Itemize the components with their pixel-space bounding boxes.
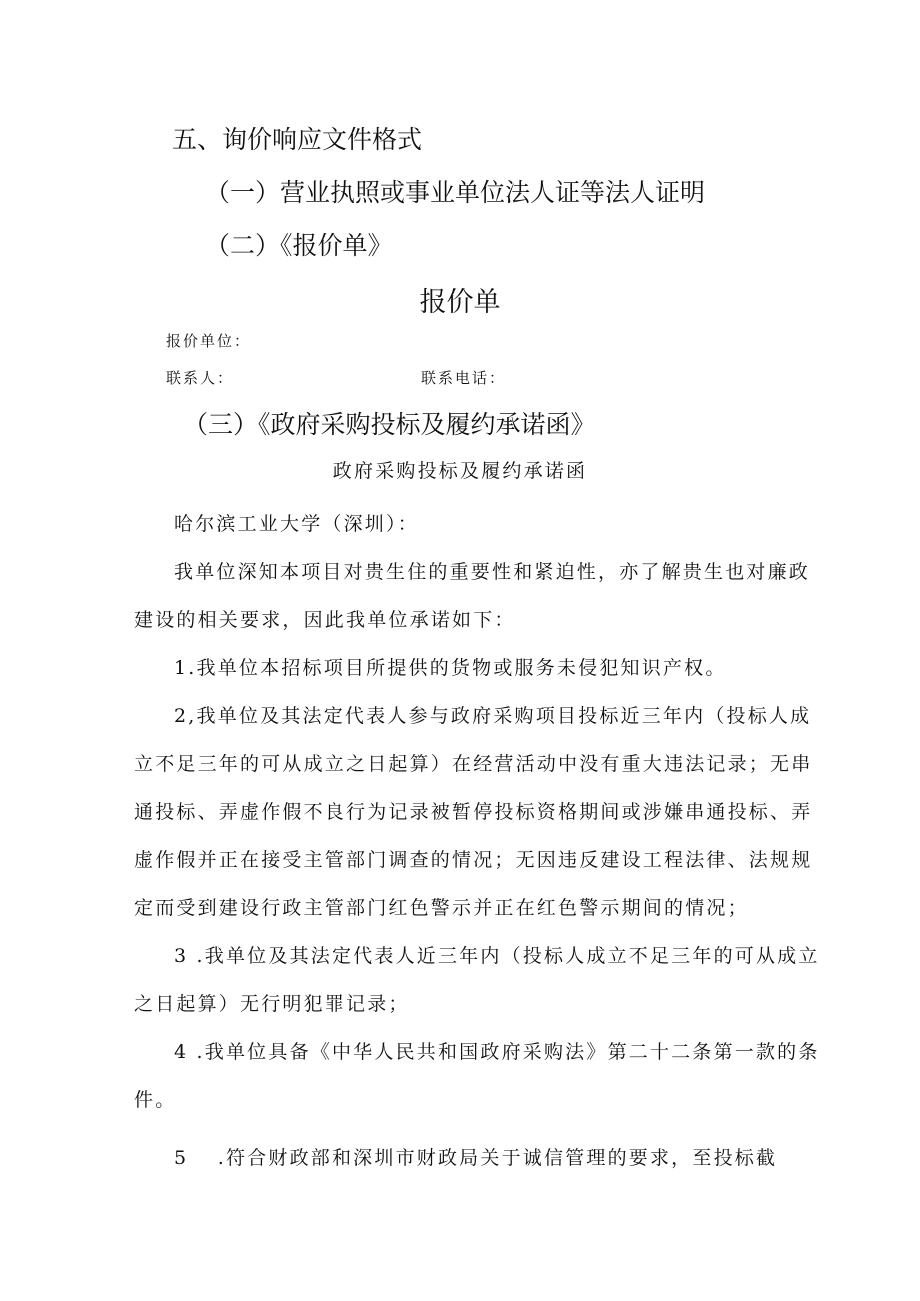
paragraph-2-line-3: 通投标、弄虚作假不良行为记录被暂停投标资格期间或涉嫌串通投标、弄 [134, 801, 813, 823]
letter-title: 政府采购投标及履约承诺函 [332, 460, 588, 482]
letter-salutation: 哈尔滨工业大学（深圳）： [174, 513, 419, 535]
paragraph-5-line-1: 5 .符合财政部和深圳市财政局关于诚信管理的要求，至投标截 [174, 1147, 778, 1169]
letter-intro-line-1: 我单位深知本项目对贵生住的重要性和紧迫性，亦了解贵生也对廉政 [174, 561, 811, 583]
item-1-heading: （一）营业执照或事业单位法人证等法人证明 [205, 178, 706, 207]
paragraph-4-line-2: 件。 [134, 1089, 177, 1111]
paragraph-4-line-1: 4 .我单位具备《中华人民共和国政府采购法》第二十二条第一款的条 [174, 1041, 820, 1063]
quote-form-title: 报价单 [419, 287, 501, 318]
paragraph-3-line-1: 3 .我单位及其法定代表人近三年内（投标人成立不足三年的可从成立 [174, 945, 820, 967]
paragraph-2-line-4: 虚作假并正在接受主管部门调查的情况；无因违反建设工程法律、法规规 [134, 849, 813, 871]
letter-intro-line-2: 建设的相关要求，因此我单位承诺如下： [134, 609, 516, 631]
item-2-heading: （二）《报价单》 [205, 231, 393, 260]
paragraph-3-line-2: 之日起算）无行明犯罪记录； [134, 993, 410, 1015]
section-heading: 五、询价响应文件格式 [172, 125, 423, 154]
paragraph-2-line-5: 定而受到建设行政主管部门红色警示并正在红色警示期间的情况； [134, 897, 749, 919]
contact-person-label: 联系人： [166, 369, 235, 387]
contact-phone-label: 联系电话： [421, 369, 507, 387]
paragraph-2-line-2: 立不足三年的可从成立之日起算）在经营活动中没有重大违法记录；无串 [134, 753, 813, 775]
quote-unit-label: 报价单位： [166, 332, 252, 350]
paragraph-2-line-1: 2,我单位及其法定代表人参与政府采购项目投标近三年内（投标人成 [174, 705, 812, 727]
paragraph-1: 1.我单位本招标项目所提供的货物或服务未侵犯知识产权。 [174, 657, 727, 679]
item-3-heading: （三）《政府采购投标及履约承诺函》 [183, 410, 596, 439]
